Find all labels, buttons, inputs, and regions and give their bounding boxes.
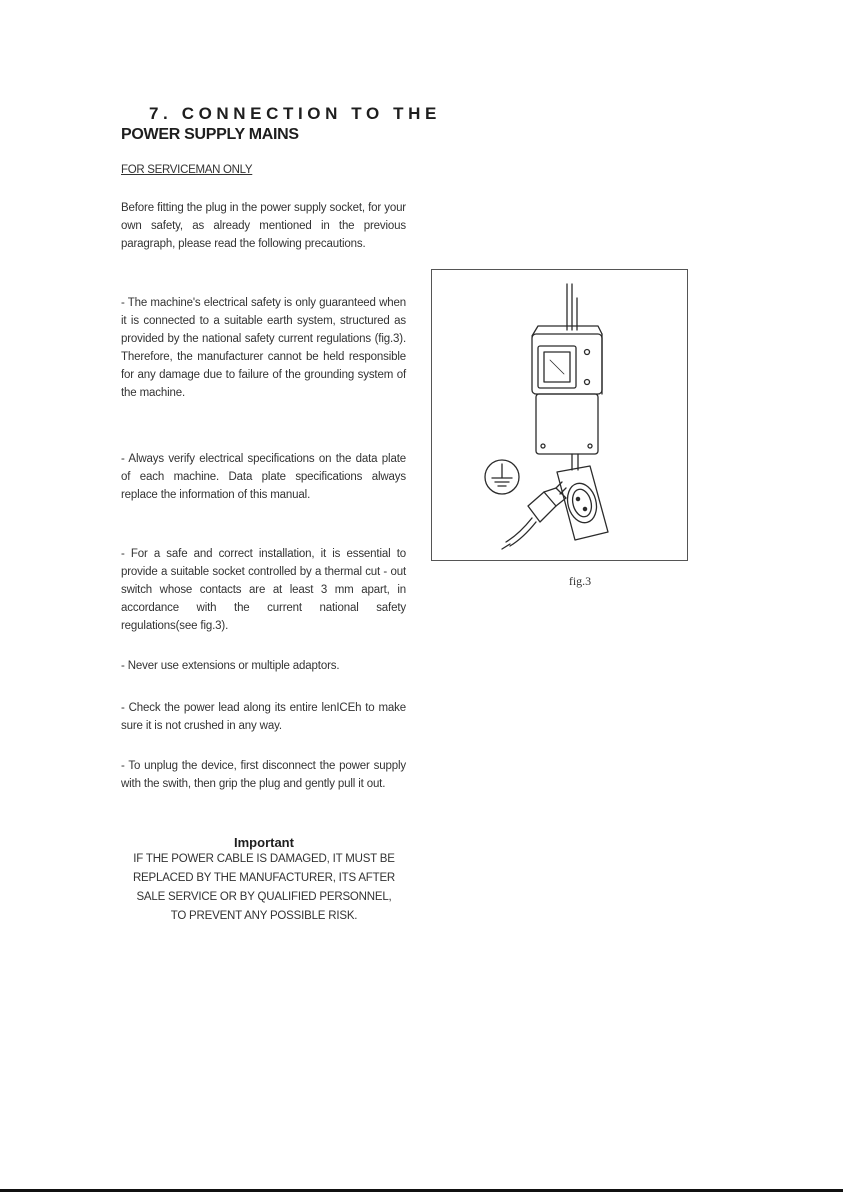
important-line: IF THE POWER CABLE IS DAMAGED, IT MUST BE	[133, 853, 395, 865]
paragraph-intro: Before fitting the plug in the power supply socket, for your own safety, as already mentioned in the previous paragraph, please read the following precautions.	[121, 202, 406, 251]
socket-illustration	[432, 270, 689, 562]
paragraph-unplug: - To unplug the device, first disconnect the power supply with the swith, then grip the plug and gently pull it out.	[121, 760, 406, 791]
important-line: TO PREVENT ANY POSSIBLE RISK.	[170, 910, 358, 922]
figure-frame	[431, 269, 688, 561]
paragraph-socket-switch: - For a safe and correct installation, it is essential to provide a suitable socket controlled by a thermal cut - out switch whose contacts are at least 3 mm apart, in accordance with the current national safety regulations(see fig.3).	[121, 548, 406, 633]
figure-caption: fig.3	[568, 574, 592, 588]
important-line: SALE SERVICE OR BY QUALIFIED PERSONNEL,	[136, 891, 392, 903]
paragraph-earth-system: - The machine's electrical safety is only guaranteed when it is connected to a suitable earth system, structured as provided by the national safety current regulations (fig.3). Therefore, the manufacturer cannot be held responsible for any damage due to failure of the grounding system of the machine.	[121, 297, 406, 400]
section-title-line1: 7. CONNECTION TO THE	[149, 104, 441, 123]
important-heading: Important	[234, 835, 294, 850]
paragraph-no-extensions: - Never use extensions or multiple adaptors.	[121, 660, 340, 672]
important-line: REPLACED BY THE MANUFACTURER, ITS AFTER	[132, 872, 396, 884]
paragraph-data-plate: - Always verify electrical specifications on the data plate of each machine. Data plate specifications always replace the information of this manual.	[121, 453, 406, 502]
audience-note: FOR SERVICEMAN ONLY	[121, 164, 253, 176]
paragraph-power-lead: - Check the power lead along its entire lenICEh to make sure it is not crushed in any way.	[121, 702, 406, 733]
section-title-line2: POWER SUPPLY MAINS	[121, 126, 299, 143]
